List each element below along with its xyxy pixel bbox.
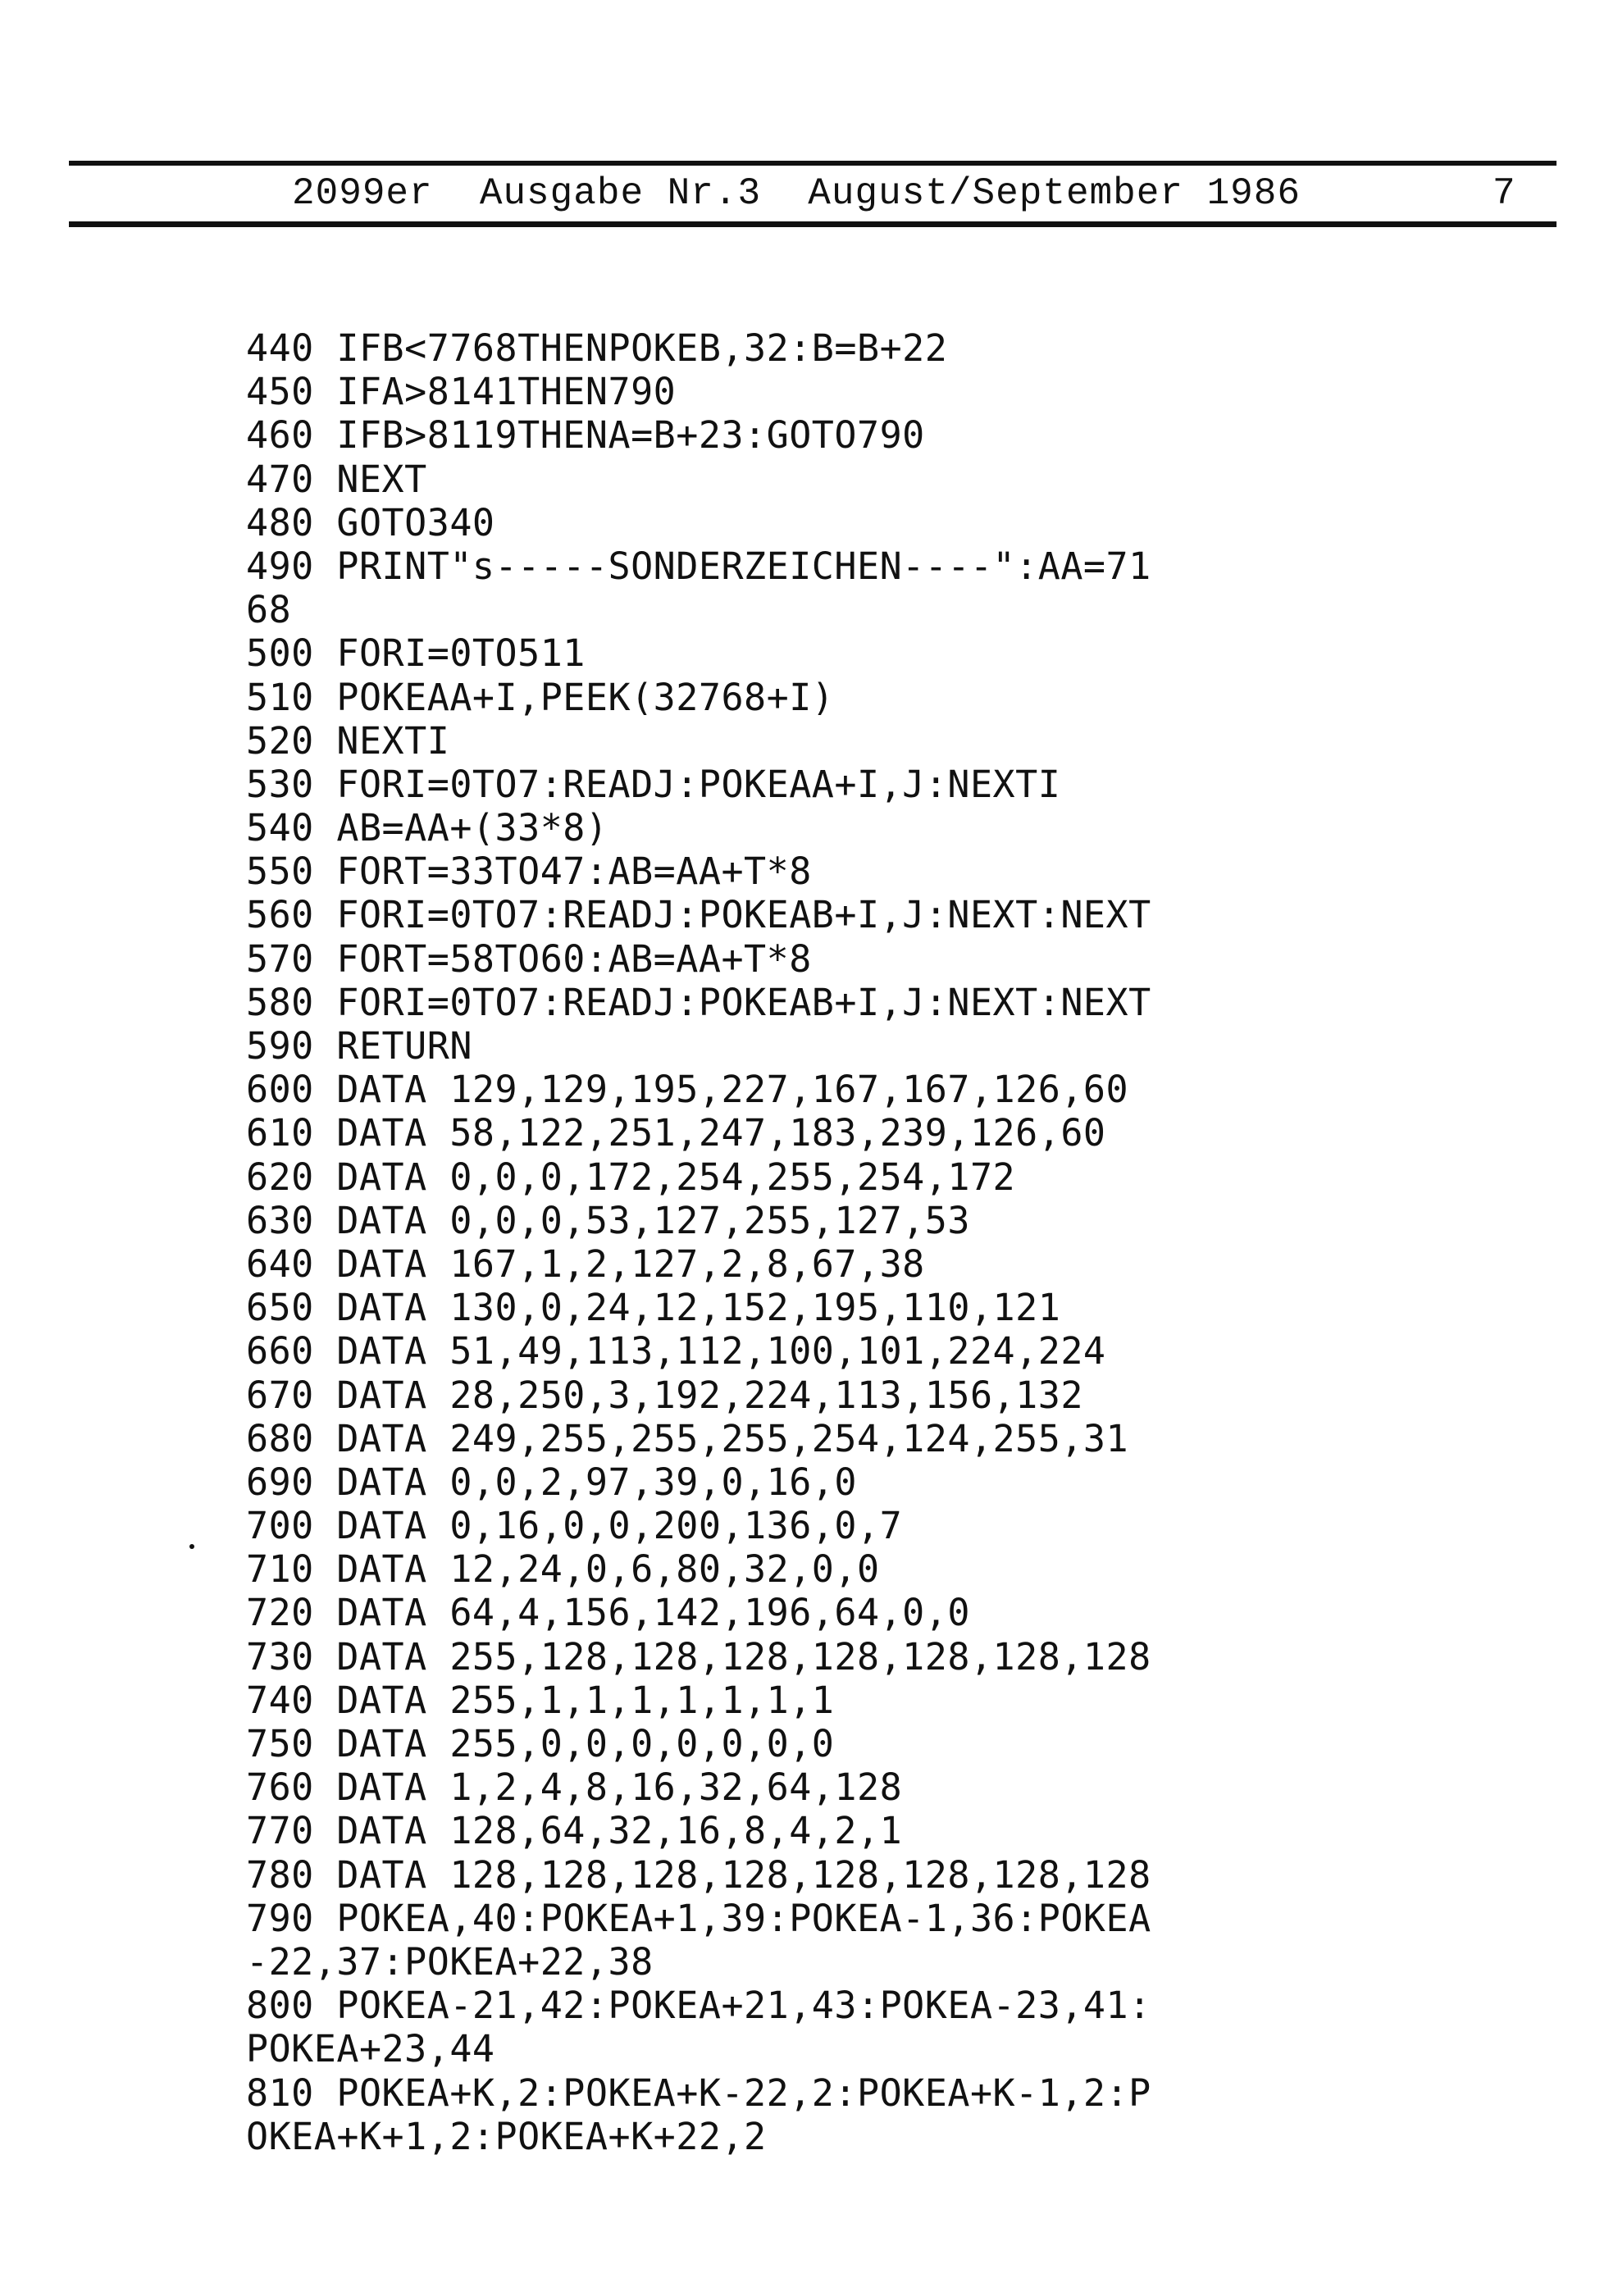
code-line: 550 FORT=33TO47:AB=AA+T*8 <box>246 850 812 894</box>
basic-program-listing <box>246 326 1558 2158</box>
code-line: 670 DATA 28,250,3,192,224,113,156,132 <box>246 1373 1083 1417</box>
header-rule-bottom <box>69 221 1556 227</box>
code-line: 640 DATA 167,1,2,127,2,8,67,38 <box>246 1241 925 1286</box>
code-line: 510 POKEAA+I,PEEK(32768+I) <box>246 675 835 719</box>
code-line: 800 POKEA-21,42:POKEA+21,43:POKEA-23,41: <box>246 1984 1151 2028</box>
code-line: 560 FORI=0TO7:READJ:POKEAB+I,J:NEXT:NEXT <box>246 893 1151 937</box>
code-line: 580 FORI=0TO7:READJ:POKEAB+I,J:NEXT:NEXT <box>246 980 1151 1024</box>
code-line: 730 DATA 255,128,128,128,128,128,128,128 <box>246 1634 1151 1679</box>
code-line: 760 DATA 1,2,4,8,16,32,64,128 <box>246 1765 903 1810</box>
code-line: 460 IFB>8119THENA=B+23:GOTO790 <box>246 413 925 458</box>
code-line: 68 <box>246 588 292 632</box>
code-line: 700 DATA 0,16,0,0,200,136,0,7 <box>246 1504 903 1548</box>
code-line: 610 DATA 58,122,251,247,183,239,126,60 <box>246 1111 1106 1155</box>
code-line: 600 DATA 129,129,195,227,167,167,126,60 <box>246 1068 1129 1112</box>
code-line: 440 IFB<7768THENPOKEB,32:B=B+22 <box>246 326 948 370</box>
code-line: 470 NEXT <box>246 457 427 501</box>
code-line: 790 POKEA,40:POKEA+1,39:POKEA-1,36:POKEA <box>246 1896 1151 1940</box>
code-line: 660 DATA 51,49,113,112,100,101,224,224 <box>246 1329 1106 1374</box>
code-line: POKEA+23,44 <box>246 2027 495 2071</box>
code-line: -22,37:POKEA+22,38 <box>246 1939 654 1984</box>
code-line: 680 DATA 249,255,255,255,254,124,255,31 <box>246 1416 1129 1460</box>
code-line: 570 FORT=58TO60:AB=AA+T*8 <box>246 936 812 981</box>
code-line: 480 GOTO340 <box>246 500 495 544</box>
code-line: 740 DATA 255,1,1,1,1,1,1,1 <box>246 1678 835 1722</box>
code-line: 810 POKEA+K,2:POKEA+K-22,2:POKEA+K-1,2:P <box>246 2070 1151 2115</box>
code-line: 710 DATA 12,24,0,6,80,32,0,0 <box>246 1547 880 1592</box>
code-line: 630 DATA 0,0,0,53,127,255,127,53 <box>246 1198 970 1242</box>
code-line: 720 DATA 64,4,156,142,196,64,0,0 <box>246 1591 970 1635</box>
header-rule-top <box>69 161 1556 166</box>
code-line: 520 NEXTI <box>246 718 450 763</box>
code-line: 770 DATA 128,64,32,16,8,4,2,1 <box>246 1809 903 1853</box>
code-line: 490 PRINT"s-----SONDERZEICHEN----":AA=71 <box>246 544 1151 588</box>
code-line: 620 DATA 0,0,0,172,254,255,254,172 <box>246 1155 1016 1199</box>
code-line: 540 AB=AA+(33*8) <box>246 806 608 850</box>
code-line: 750 DATA 255,0,0,0,0,0,0,0 <box>246 1722 835 1765</box>
code-line: 530 FORI=0TO7:READJ:POKEAA+I,J:NEXTI <box>246 762 1061 806</box>
print-speck <box>189 1544 194 1549</box>
code-line: 690 DATA 0,0,2,97,39,0,16,0 <box>246 1460 857 1504</box>
code-line: 590 RETURN <box>246 1024 472 1068</box>
page-header <box>69 167 1556 220</box>
code-line: 650 DATA 130,0,24,12,152,195,110,121 <box>246 1286 1061 1330</box>
page-number: 7 <box>1493 172 1515 215</box>
code-line: OKEA+K+1,2:POKEA+K+22,2 <box>246 2114 767 2158</box>
code-line: 780 DATA 128,128,128,128,128,128,128,128 <box>246 1852 1151 1897</box>
running-header: 2099er Ausgabe Nr.3 August/September 1986 <box>292 172 1301 215</box>
code-line: 450 IFA>8141THEN790 <box>246 370 677 414</box>
code-line: 500 FORI=0TO511 <box>246 631 586 676</box>
